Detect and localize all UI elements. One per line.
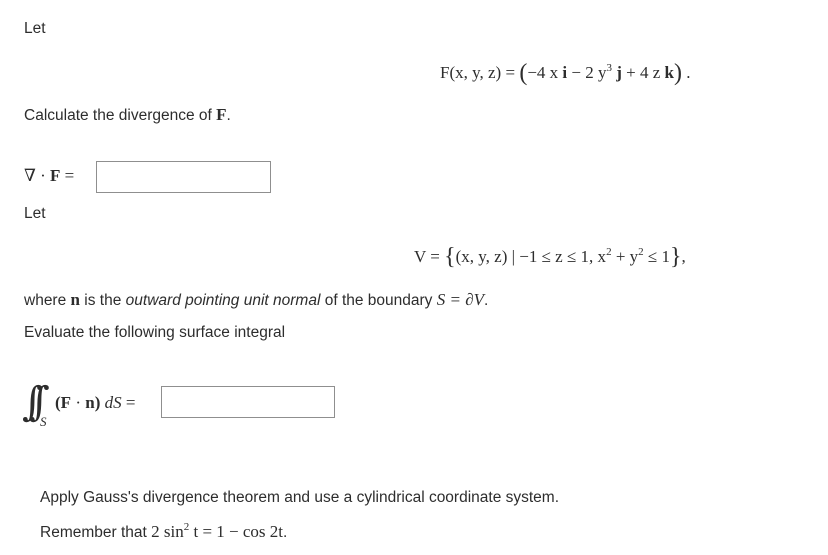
hint-identity xyxy=(40,522,287,542)
divergence-F: F xyxy=(50,166,61,185)
exponent-x2: 2 xyxy=(606,246,612,258)
hint-gauss: Apply Gauss's divergence theorem and use a cylindrical coordinate system. xyxy=(40,489,560,506)
close-brace: } xyxy=(670,244,682,270)
normal-description xyxy=(24,290,488,310)
integrand-n: n xyxy=(85,393,95,412)
normal-dot: . xyxy=(484,292,489,309)
hint-identity-math-a: 2 sin xyxy=(151,522,184,541)
unit-j: j xyxy=(616,63,622,82)
let-label-2: Let xyxy=(24,205,46,222)
exponent-3: 3 xyxy=(606,62,612,74)
unit-i: i xyxy=(562,63,568,82)
hint-identity-math-b: t = 1 − cos 2t xyxy=(189,522,284,541)
open-paren: ( xyxy=(519,60,528,86)
integrand xyxy=(55,393,135,413)
unit-k: k xyxy=(664,63,675,82)
double-integral-icon: ∫∫ xyxy=(22,379,36,425)
boundary-S: S = ∂V xyxy=(436,290,485,309)
hint-identity-prefix: Remember that xyxy=(40,524,152,541)
field-term-b: − 2 y xyxy=(567,63,607,82)
volume-body-a: (x, y, z) | −1 ≤ z ≤ 1, x xyxy=(455,247,607,266)
integrand-dS: dS xyxy=(100,393,122,412)
divergence-question-F: F xyxy=(216,105,227,124)
surface-integral-answer-input[interactable] xyxy=(161,386,335,418)
integral-subscript-S: S xyxy=(40,414,47,429)
nabla-symbol: ∇ · xyxy=(24,166,51,185)
normal-n: n xyxy=(70,290,80,309)
integrand-F: F xyxy=(60,393,72,412)
surface-integral-label xyxy=(22,379,36,425)
normal-of-boundary: of the boundary xyxy=(320,292,437,309)
vector-field-definition xyxy=(440,60,691,87)
integrand-close: ) xyxy=(94,393,101,412)
hint-identity-exp: 2 xyxy=(183,521,190,533)
field-lhs: F(x, y, z) = xyxy=(440,63,516,82)
divergence-equals: = xyxy=(60,166,75,185)
volume-body-c: ≤ 1 xyxy=(643,247,670,266)
normal-is-the: is the xyxy=(80,292,126,309)
exponent-y2: 2 xyxy=(638,246,644,258)
hint-identity-end: . xyxy=(283,524,288,541)
divergence-question xyxy=(24,105,231,125)
open-brace: { xyxy=(444,244,456,270)
volume-definition xyxy=(414,244,686,271)
volume-body-b: + y xyxy=(611,247,639,266)
integrand-open: ( xyxy=(55,393,61,412)
close-paren: ) xyxy=(674,60,683,86)
evaluate-instruction: Evaluate the following surface integral xyxy=(24,324,286,341)
field-end: . xyxy=(682,63,691,82)
divergence-question-text: Calculate the divergence of xyxy=(24,107,217,124)
divergence-question-end: . xyxy=(226,107,231,124)
volume-lhs: V = xyxy=(414,247,440,266)
divergence-label xyxy=(24,166,74,186)
field-term-a: −4 x xyxy=(527,63,563,82)
integrand-dot: · xyxy=(71,393,86,412)
normal-outward-text: outward pointing unit normal xyxy=(125,292,321,309)
field-term-d: + 4 z xyxy=(621,63,665,82)
let-label-1: Let xyxy=(24,20,46,37)
divergence-answer-input[interactable] xyxy=(96,161,271,193)
normal-where: where xyxy=(24,292,71,309)
integrand-equals: = xyxy=(121,393,136,412)
volume-end: , xyxy=(681,247,686,266)
